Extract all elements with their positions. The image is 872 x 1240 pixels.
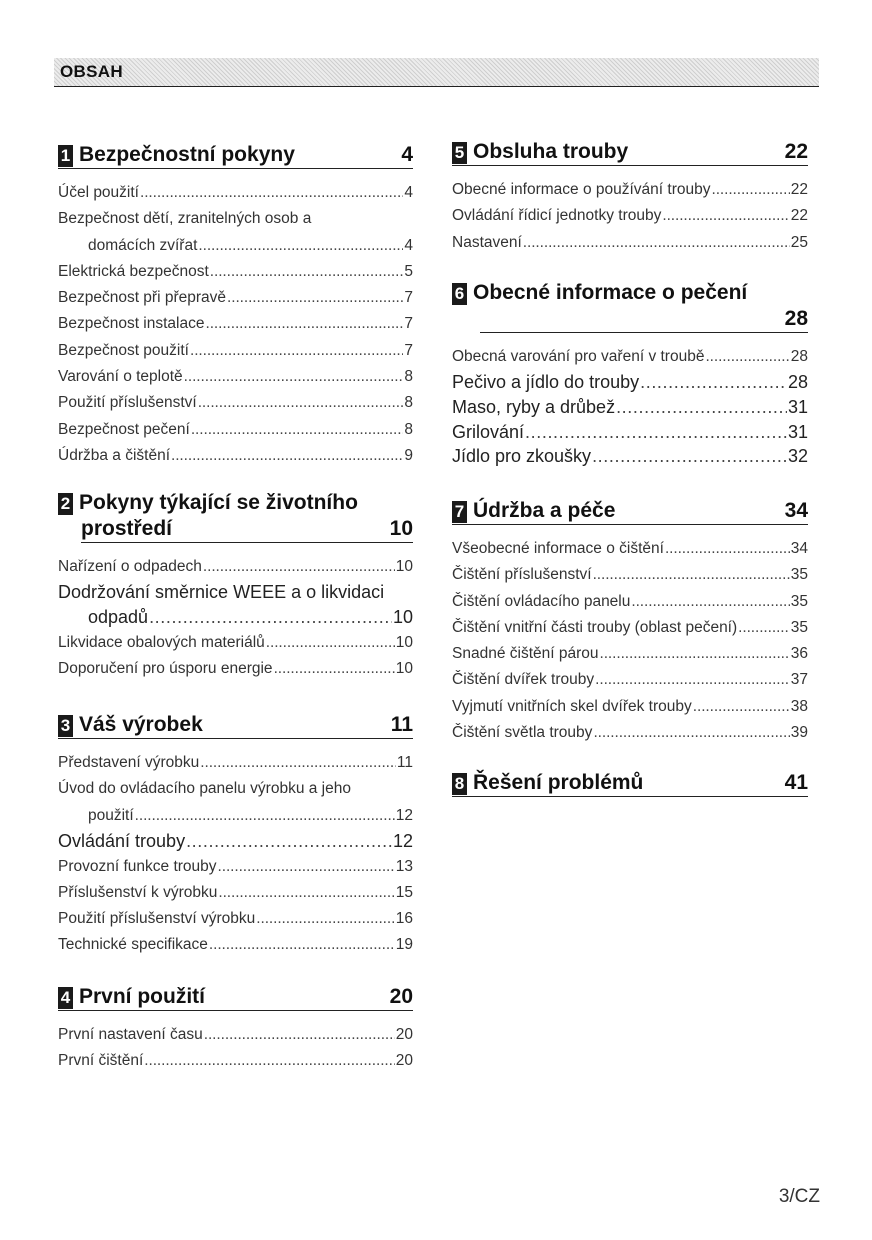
toc-entry[interactable] (58, 580, 413, 629)
contents-header (54, 58, 819, 87)
dot-leader (274, 656, 395, 682)
section-page: 28 (784, 307, 808, 330)
toc-entry-page: 35 (790, 566, 808, 584)
toc-entry[interactable] (58, 311, 413, 337)
toc-entry-text: Dodržování směrnice WEEE a o likvidaci (58, 582, 385, 603)
toc-entry[interactable] (58, 630, 413, 656)
section-number: 6 (452, 283, 467, 305)
toc-section-5 (452, 139, 808, 256)
toc-section-2 (58, 490, 413, 682)
toc-entry[interactable] (58, 656, 413, 682)
toc-entry-text: Ovládání řídicí jednotky trouby (452, 207, 662, 225)
dot-leader (204, 1022, 395, 1048)
section-page: 20 (389, 985, 413, 1008)
toc-entry-page: 10 (395, 633, 413, 651)
toc-entry-text: Pečivo a jídlo do trouby (452, 372, 640, 393)
toc-entry-page: 7 (404, 315, 413, 333)
section-heading[interactable] (58, 142, 413, 169)
toc-entry-text: Grilování (452, 421, 525, 442)
toc-entry-text: Vyjmutí vnitřních skel dvířek trouby (452, 697, 692, 715)
toc-entry-text: Obecná varování pro vaření v troubě (452, 348, 705, 365)
toc-entry-page: 20 (395, 1052, 413, 1070)
section-title: Váš výrobek (79, 713, 203, 736)
toc-section-3 (58, 712, 413, 959)
toc-entry[interactable] (452, 444, 808, 469)
section-number: 7 (452, 501, 467, 523)
toc-entry[interactable] (452, 562, 808, 588)
toc-entry[interactable] (58, 285, 413, 311)
section-number: 4 (58, 987, 73, 1009)
section-heading[interactable] (58, 984, 413, 1011)
dot-leader (266, 630, 395, 656)
toc-entry[interactable] (58, 554, 413, 580)
toc-entry[interactable] (58, 390, 413, 416)
section-number: 3 (58, 715, 73, 737)
toc-entry-text: Maso, ryby a drůbež (452, 397, 616, 417)
toc-entry-text: Představení výrobku (58, 754, 200, 771)
section-heading[interactable] (58, 490, 413, 543)
section-heading[interactable] (58, 712, 413, 739)
toc-entry[interactable] (452, 344, 808, 370)
dot-leader (171, 443, 403, 469)
toc-entry-page: 28 (790, 348, 808, 365)
toc-entry-page: 37 (790, 671, 808, 689)
toc-entry[interactable] (452, 615, 808, 641)
toc-entry-page: 35 (790, 592, 808, 610)
toc-entry-text: Čištění vnitřní části trouby (oblast pečení) (452, 618, 738, 636)
dot-leader (140, 180, 403, 206)
toc-entry[interactable] (58, 750, 413, 776)
toc-entry-text: Bezpečnost použití (58, 341, 189, 359)
dot-leader (227, 285, 403, 311)
dot-leader (198, 233, 403, 259)
toc-entry-page: 36 (790, 645, 808, 663)
toc-entry-page: 7 (404, 341, 413, 359)
dot-leader (631, 589, 789, 615)
toc-entry-page: 10 (395, 660, 413, 677)
toc-entry[interactable] (58, 417, 413, 443)
dot-leader (135, 803, 395, 829)
toc-entry[interactable] (452, 641, 808, 667)
toc-entry-text: Provozní funkce trouby (58, 857, 217, 875)
dot-leader (662, 203, 789, 229)
section-page: 10 (389, 517, 413, 540)
toc-entry[interactable] (58, 829, 413, 854)
dot-leader (191, 417, 404, 443)
toc-entry[interactable] (58, 932, 413, 958)
toc-entry-text: Obecné informace o používání trouby (452, 181, 711, 198)
dot-leader (693, 694, 790, 720)
section-title: Údržba a péče (473, 499, 616, 522)
toc-entry-text-cont: odpadů (88, 607, 149, 627)
toc-entry[interactable] (58, 906, 413, 932)
toc-entry-page: 8 (404, 368, 413, 386)
dot-leader (198, 390, 404, 416)
toc-section-4 (58, 984, 413, 1075)
toc-entry[interactable] (58, 776, 413, 829)
dot-leader (210, 259, 404, 285)
toc-entry-page: 34 (790, 540, 808, 557)
toc-entry[interactable] (58, 443, 413, 469)
toc-entry-page: 4 (404, 184, 413, 201)
section-heading[interactable] (452, 498, 808, 525)
toc-entry-text: Likvidace obalových materiálů (58, 633, 265, 651)
toc-entry-page: 38 (790, 697, 808, 715)
toc-entry-page: 39 (790, 724, 808, 742)
toc-entry-text: Varování o teplotě (58, 368, 183, 386)
toc-entry[interactable] (452, 694, 808, 720)
section-title-cont: prostředí (81, 517, 173, 540)
toc-entry-page: 31 (787, 397, 808, 417)
dot-leader (593, 562, 790, 588)
toc-entry-text: Použití příslušenství výrobku (58, 910, 256, 928)
toc-entry[interactable] (452, 203, 808, 229)
dot-leader (523, 230, 790, 256)
dot-leader (184, 364, 404, 390)
section-title: Bezpečnostní pokyny (79, 143, 295, 166)
dot-leader (738, 615, 790, 641)
dot-leader (711, 177, 789, 203)
section-title: První použití (79, 985, 205, 1008)
toc-entry[interactable] (58, 854, 413, 880)
toc-entry-page: 11 (396, 754, 413, 771)
section-heading[interactable] (452, 770, 808, 797)
toc-entry-text: Příslušenství k výrobku (58, 883, 218, 901)
section-page: 41 (784, 771, 808, 794)
dot-leader (218, 880, 394, 906)
dot-leader (600, 641, 790, 667)
toc-entry-page: 8 (404, 420, 413, 438)
section-page: 34 (784, 499, 808, 522)
toc-entry-text-cont: použití (88, 806, 134, 824)
toc-entry-text: Bezpečnost při přepravě (58, 289, 227, 307)
dot-leader (203, 554, 395, 580)
toc-entry-page: 15 (395, 883, 413, 901)
section-number: 2 (58, 493, 73, 515)
toc-entry[interactable] (452, 177, 808, 203)
toc-entry-text: Čištění světla trouby (452, 724, 593, 742)
toc-entry[interactable] (58, 180, 413, 206)
dot-leader (149, 605, 392, 630)
toc-section-8 (452, 770, 808, 797)
toc-entry-text: Technické specifikace (58, 936, 208, 954)
toc-entry-page: 8 (404, 394, 413, 412)
toc-entry[interactable] (452, 667, 808, 693)
toc-section-6 (452, 280, 808, 469)
toc-entry-text: Bezpečnost dětí, zranitelných osob a (58, 210, 312, 228)
dot-leader (144, 1048, 394, 1074)
toc-entry-page: 16 (395, 910, 413, 928)
section-number: 8 (452, 773, 467, 795)
toc-entry[interactable] (452, 536, 808, 562)
section-page: 4 (401, 143, 413, 166)
toc-entry-text: První nastavení času (58, 1026, 203, 1043)
toc-entry-page: 32 (787, 446, 808, 467)
toc-entry-page: 31 (787, 421, 808, 442)
toc-entry-text: Elektrická bezpečnost (58, 262, 209, 280)
toc-entry-page: 5 (404, 262, 413, 280)
toc-entry[interactable] (452, 395, 808, 420)
dot-leader (209, 932, 395, 958)
toc-entry-page: 9 (404, 446, 413, 464)
toc-entry-text: Čištění dvířek trouby (452, 671, 595, 689)
toc-entry-page: 4 (404, 236, 413, 254)
toc-entry-text: Ovládání trouby (58, 830, 186, 851)
toc-entry-text-cont: domácích zvířat (88, 236, 198, 254)
toc-entry-page: 10 (392, 607, 413, 627)
dot-leader (593, 720, 789, 746)
section-title: Obecné informace o pečení (473, 281, 748, 304)
toc-entry-text: Doporučení pro úsporu energie (58, 660, 273, 677)
toc-entry[interactable] (58, 364, 413, 390)
dot-leader (200, 750, 396, 776)
toc-entry-text: Úvod do ovládacího panelu výrobku a jeho (58, 780, 351, 798)
section-number: 1 (58, 145, 73, 167)
toc-entry-text: Jídlo pro zkoušky (452, 446, 592, 467)
toc-entry-page: 7 (404, 289, 413, 307)
toc-entry[interactable] (452, 720, 808, 746)
toc-entry[interactable] (452, 230, 808, 256)
dot-leader (190, 338, 403, 364)
toc-entry-text: Čištění ovládacího panelu (452, 592, 631, 610)
toc-entry[interactable] (58, 1048, 413, 1074)
section-title: Řešení problémů (473, 771, 644, 794)
dot-leader (186, 829, 392, 854)
dot-leader (256, 906, 394, 932)
toc-entry-text: Nařízení o odpadech (58, 558, 202, 575)
section-page: 11 (390, 713, 413, 736)
toc-entry-text: Čištění příslušenství (452, 566, 592, 584)
dot-leader (205, 311, 403, 337)
section-title: Pokyny týkající se životního (79, 491, 358, 514)
toc-entry-page: 19 (395, 936, 413, 954)
toc-entry-page: 22 (790, 207, 808, 225)
section-title: Obsluha trouby (473, 140, 629, 163)
toc-entry-text: Použití příslušenství (58, 394, 197, 412)
toc-entry-page: 10 (395, 558, 413, 575)
dot-leader (705, 344, 789, 370)
section-number: 5 (452, 142, 467, 164)
dot-leader (525, 420, 787, 445)
dot-leader (665, 536, 790, 562)
toc-entry-page: 12 (395, 806, 413, 824)
toc-entry-page: 25 (790, 233, 808, 251)
toc-entry-page: 22 (790, 181, 808, 198)
toc-entry-text: Bezpečnost pečení (58, 420, 190, 438)
toc-entry-page: 35 (790, 618, 808, 636)
section-heading[interactable] (452, 139, 808, 166)
dot-leader (640, 370, 787, 395)
toc-entry-text: První čištění (58, 1052, 144, 1070)
section-page: 22 (784, 140, 808, 163)
dot-leader (595, 667, 790, 693)
dot-leader (592, 444, 787, 469)
toc-entry-text: Snadné čištění párou (452, 645, 599, 663)
toc-section-7 (452, 498, 808, 746)
toc-entry[interactable] (452, 589, 808, 615)
toc-entry[interactable] (58, 259, 413, 285)
toc-entry[interactable] (452, 370, 808, 395)
toc-entry-page: 13 (395, 857, 413, 875)
section-heading[interactable] (452, 280, 808, 333)
toc-entry[interactable] (58, 338, 413, 364)
toc-entry-text: Nastavení (452, 233, 522, 251)
toc-entry[interactable] (452, 420, 808, 445)
toc-section-1 (58, 142, 413, 469)
toc-entry[interactable] (58, 206, 413, 259)
toc-entry-text: Bezpečnost instalace (58, 315, 205, 333)
toc-entry-text: Údržba a čištění (58, 446, 170, 464)
toc-entry-page: 12 (392, 830, 413, 851)
dot-leader (218, 854, 395, 880)
toc-entry-text: Účel použití (58, 184, 139, 201)
toc-entry-text: Všeobecné informace o čištění (452, 540, 664, 557)
toc-entry-page: 28 (787, 372, 808, 393)
page-number: 3/CZ (778, 1186, 820, 1207)
toc-entry[interactable] (58, 880, 413, 906)
toc-entry[interactable] (58, 1022, 413, 1048)
toc-entry-page: 20 (395, 1026, 413, 1043)
dot-leader (616, 395, 787, 420)
contents-title: OBSAH (60, 62, 123, 81)
